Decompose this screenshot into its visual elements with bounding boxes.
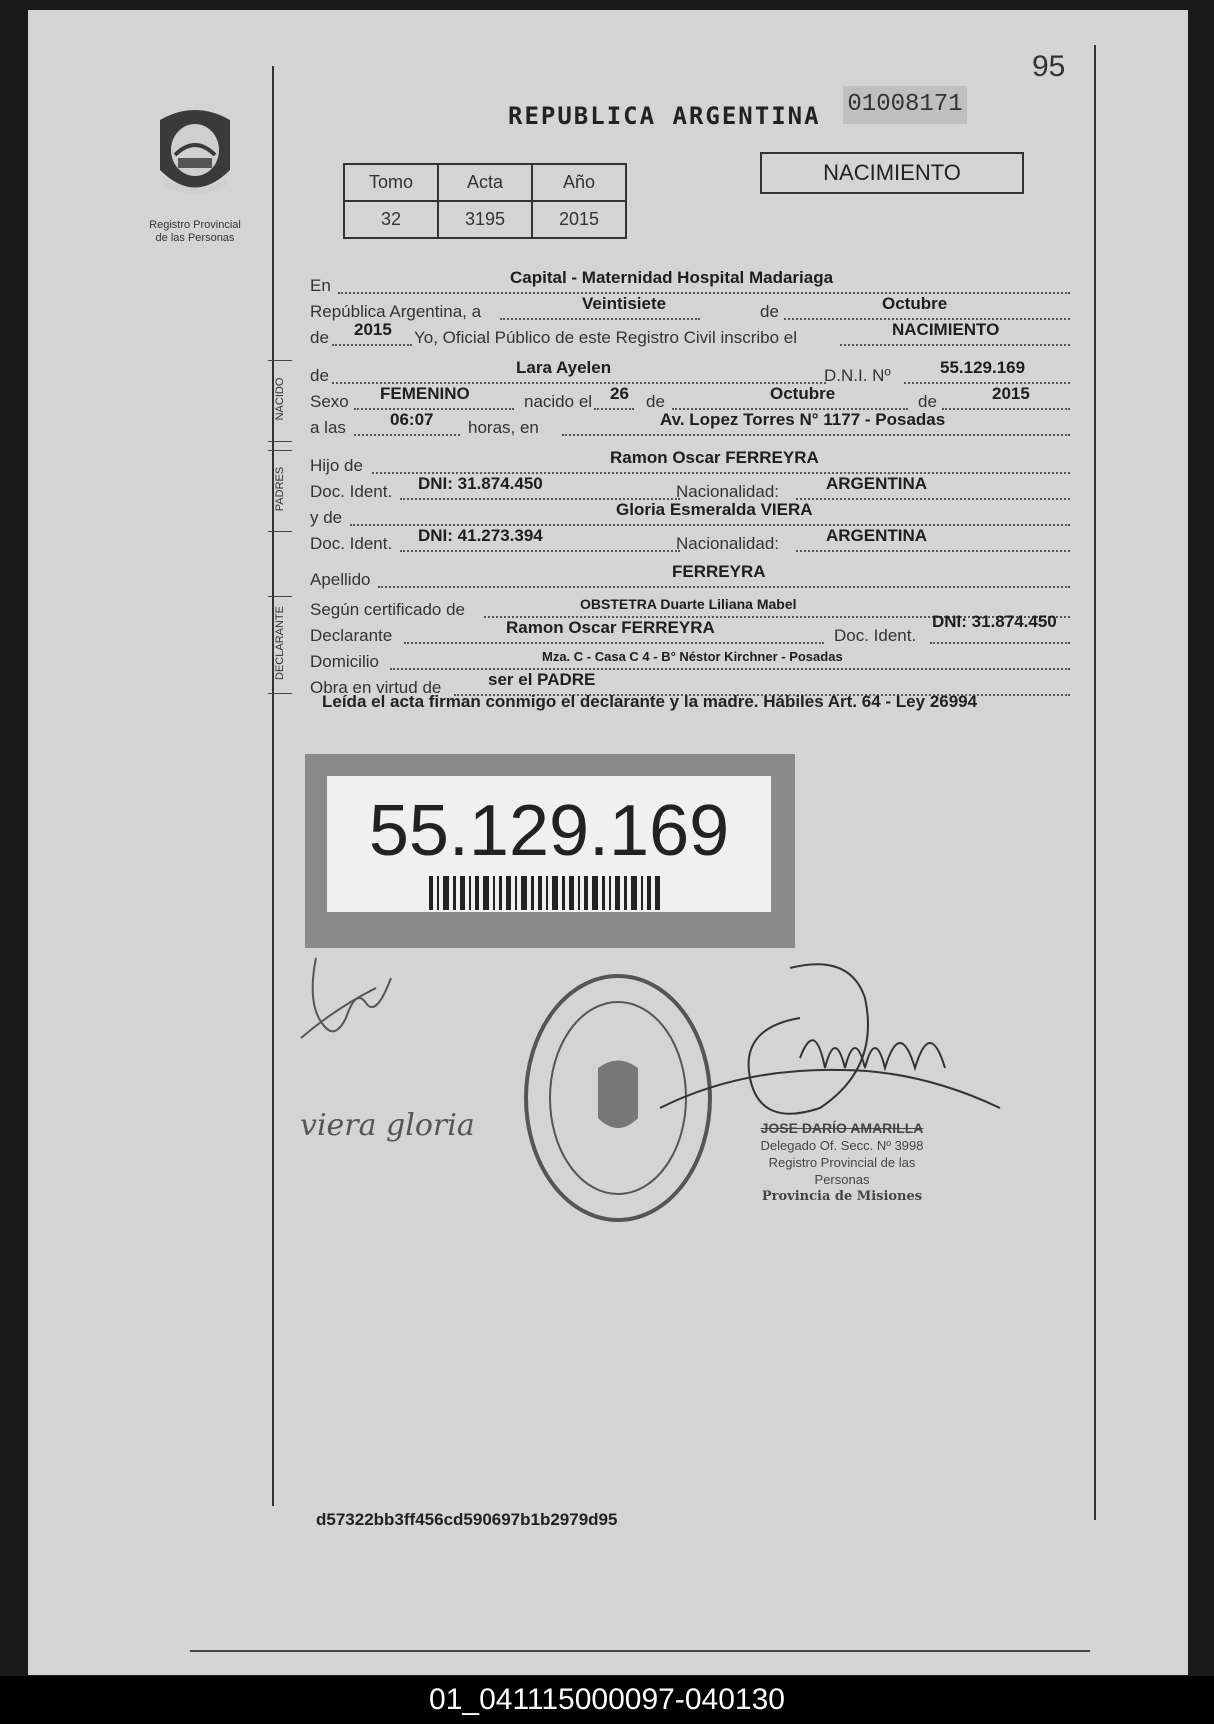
official-province: Provincia de Misiones [761, 1189, 923, 1204]
section-label: PADRES [274, 466, 286, 512]
table-header: Año [532, 164, 626, 201]
form-row-address [310, 648, 1070, 672]
value-father-name: Ramon Oscar FERREYRA [610, 448, 819, 467]
provincial-seal-icon [150, 100, 240, 210]
value-father-doc: DNI: 31.874.450 [418, 474, 543, 493]
value-birth-year: 2015 [992, 384, 1030, 403]
label-de: de [310, 366, 329, 385]
official-signature-block [742, 1120, 942, 1205]
value-place-of-registration: Capital - Maternidad Hospital Madariaga [510, 268, 834, 287]
value-birth-day: 26 [610, 384, 629, 403]
value-record-type: NACIMIENTO [892, 320, 1000, 339]
label-a-las: a las [310, 418, 346, 437]
form-row-father-doc [310, 474, 1070, 502]
label-official: Yo, Oficial Público de este Registro Civil inscribo el [414, 328, 797, 347]
table-cell: 3195 [438, 201, 532, 238]
value-birth-month: Octubre [770, 384, 836, 403]
value-time: 06:07 [390, 410, 434, 429]
table-cell: 2015 [532, 201, 626, 238]
form-row-date [310, 294, 1070, 322]
table-header: Acta [438, 164, 532, 201]
label-nacido: nacido el [524, 392, 593, 411]
id-number-sticker [305, 754, 795, 948]
form-row-mother [310, 500, 1070, 528]
table-cell: 32 [344, 201, 438, 238]
label-obra: Obra en virtud de [310, 678, 442, 697]
label-declarante: Declarante [310, 626, 393, 645]
value-surname: FERREYRA [672, 562, 766, 581]
value-month: Octubre [882, 294, 948, 313]
form-row-father [310, 448, 1070, 476]
page-number: 95 [1032, 50, 1066, 83]
value-child-dni: 55.129.169 [940, 358, 1026, 377]
official-name: JOSE DARÍO AMARILLA [760, 1120, 924, 1136]
form-row-time [310, 410, 1070, 438]
value-sexo: FEMENINO [380, 384, 470, 403]
value-capacity: ser el PADRE [488, 670, 596, 689]
value-mother-doc: DNI: 41.273.394 [418, 526, 543, 545]
label-doc-ident: Doc. Ident. [310, 482, 393, 501]
official-signature-icon [640, 958, 1020, 1138]
form-row-mother-doc [310, 526, 1070, 554]
label-republica: República Argentina, a [310, 302, 482, 321]
table-header: Tomo [344, 164, 438, 201]
section-label: NACIDO [274, 377, 286, 421]
left-margin-line [272, 66, 274, 1506]
label-en: En [310, 276, 331, 295]
label-doc-ident: Doc. Ident. [834, 626, 917, 645]
form-row-name [310, 358, 1070, 386]
value-declarant-name: Ramon Oscar FERREYRA [506, 618, 715, 637]
value-address: Mza. C - Casa C 4 - B° Néstor Kirchner - Posadas [542, 649, 843, 664]
value-mother-name: Gloria Esmeralda VIERA [616, 500, 813, 519]
form-row-en [310, 268, 1070, 296]
section-declarante [268, 596, 292, 694]
mother-signature-text: viera gloria [300, 1108, 475, 1143]
value-father-nationality: ARGENTINA [826, 474, 928, 493]
label-doc-ident: Doc. Ident. [310, 534, 393, 553]
label-hijo-de: Hijo de [310, 456, 363, 475]
scan-footer-code: 01_041115000097-040130 [0, 1676, 1214, 1724]
signature-scribble-icon [296, 948, 396, 1048]
form-row-birth [310, 384, 1070, 412]
closing-note: Leída el acta firman conmigo el declarante y la madre. Hábiles Art. 64 - Ley 26994 [322, 692, 978, 711]
registry-table [343, 163, 627, 239]
label-nacionalidad: Nacionalidad: [676, 482, 780, 501]
label-sexo: Sexo [310, 392, 349, 411]
value-certificate: OBSTETRA Duarte Liliana Mabel [580, 596, 797, 612]
label-y-de: y de [310, 508, 343, 527]
id-number: 55.129.169 [368, 791, 730, 871]
value-day: Veintisiete [582, 294, 667, 313]
document-hash: d57322bb3ff456cd590697b1b2979d95 [316, 1510, 618, 1529]
value-declarant-doc: DNI: 31.874.450 [932, 612, 1057, 631]
record-kind-box: NACIMIENTO [760, 152, 1024, 194]
form-row-surname [310, 562, 1070, 590]
section-nacido [268, 360, 292, 442]
section-padres [268, 450, 292, 532]
label-de: de [646, 392, 665, 411]
value-child-name: Lara Ayelen [516, 358, 612, 377]
logo-org-line1: Registro Provincial [149, 219, 241, 231]
registry-logo [140, 100, 250, 245]
label-de: de [918, 392, 937, 411]
label-dni: D.N.I. Nº [824, 366, 891, 385]
right-margin-line [1094, 45, 1096, 1520]
label-de: de [760, 302, 779, 321]
label-apellido: Apellido [310, 570, 371, 589]
serial-number: 01008171 [843, 86, 967, 124]
official-role: Delegado Of. Secc. Nº 3998 [760, 1138, 924, 1153]
bottom-rule [190, 1650, 1090, 1652]
value-birth-place: Av. Lopez Torres N° 1177 - Posadas [660, 410, 946, 429]
label-horas: horas, en [468, 418, 539, 437]
id-number-panel [327, 776, 771, 912]
barcode-icon [429, 876, 669, 910]
section-label: DECLARANTE [274, 606, 286, 680]
official-org: Registro Provincial de las Personas [768, 1155, 916, 1187]
value-mother-nationality: ARGENTINA [826, 526, 928, 545]
label-nacionalidad: Nacionalidad: [676, 534, 780, 553]
document-title: REPUBLICA ARGENTINA [508, 102, 821, 130]
label-segun-certificado: Según certificado de [310, 600, 465, 619]
value-year: 2015 [354, 320, 392, 339]
form-row-declarant [310, 612, 1070, 646]
label-de: de [310, 328, 329, 347]
form-row-official [310, 320, 1070, 348]
logo-org-line2: de las Personas [155, 232, 235, 244]
label-domicilio: Domicilio [310, 652, 379, 671]
